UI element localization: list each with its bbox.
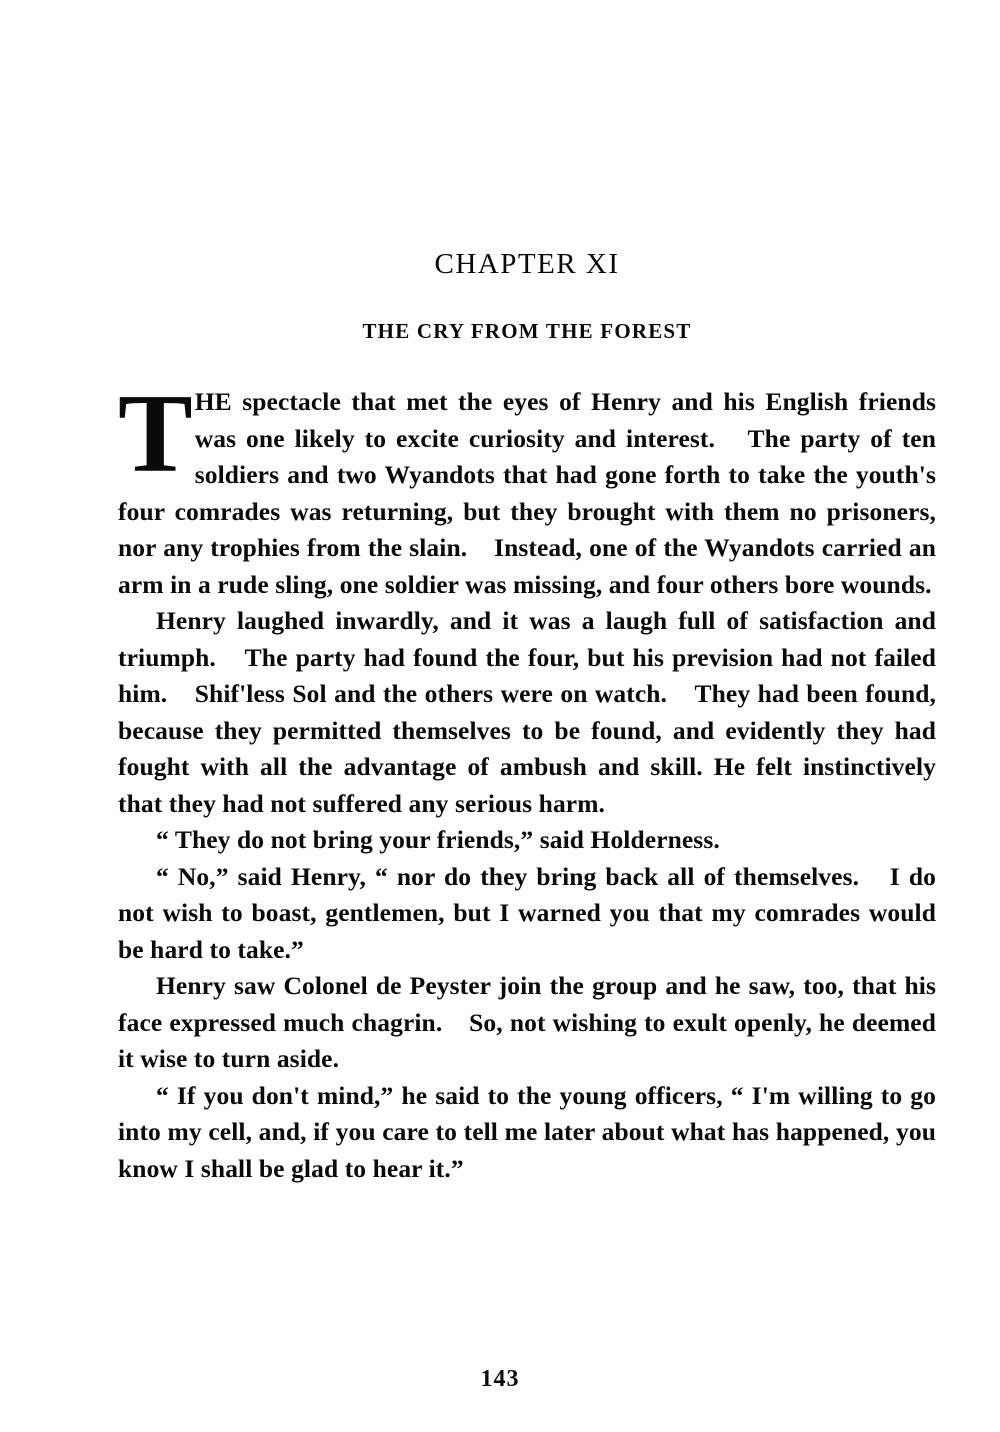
paragraph-3: “ They do not bring your friends,” said Holderness. bbox=[156, 825, 720, 854]
chapter-number: CHAPTER XI bbox=[434, 248, 620, 280]
paragraph-5: Henry saw Colonel de Peyster join the group and he saw, too, that his face expressed much chagrin. So, not wishing to exult openly, he deemed it wise to turn aside. bbox=[118, 971, 936, 1073]
chapter-title: THE CRY FROM THE FOREST bbox=[362, 319, 692, 343]
first-paragraph-block bbox=[118, 372, 936, 603]
drop-capital: T bbox=[118, 372, 193, 496]
page-number: 143 bbox=[480, 1366, 520, 1392]
paragraph-1: HE spectacle that met the eyes of Henry and his English friends was one likely to excite curiosity and interest. The party of ten soldiers and two Wyandots that had gone forth to take the youth's four comrades was returning, but they brought with them no prisoners, nor any trophies from the slain. Instead, one of the Wyandots carried an arm in a rude sling, one soldier was missing, and four others bore wounds. bbox=[118, 387, 936, 599]
paragraph-6: “ If you don't mind,” he said to the young officers, “ I'm willing to go into my cell, and, if you care to tell me later about what has happened, you know I shall be glad to hear it.” bbox=[118, 1080, 936, 1183]
paragraph-4: “ No,” said Henry, “ nor do they bring back all of themselves. I do not wish to boast, gentlemen, but I warned you that my comrades would be hard to take.” bbox=[118, 861, 936, 964]
page-text-block bbox=[118, 248, 936, 1187]
paragraph-2: Henry laughed inwardly, and it was a laugh full of satisfaction and triumph. The party had found the four, but his prevision had not failed him. Shif'less Sol and the others were on watch. They had been found, because they permitted themselves to be found, and evidently they had fought with all the advantage of ambush and skill. He felt instinctively that they had not suffered any serious harm. bbox=[118, 606, 936, 818]
